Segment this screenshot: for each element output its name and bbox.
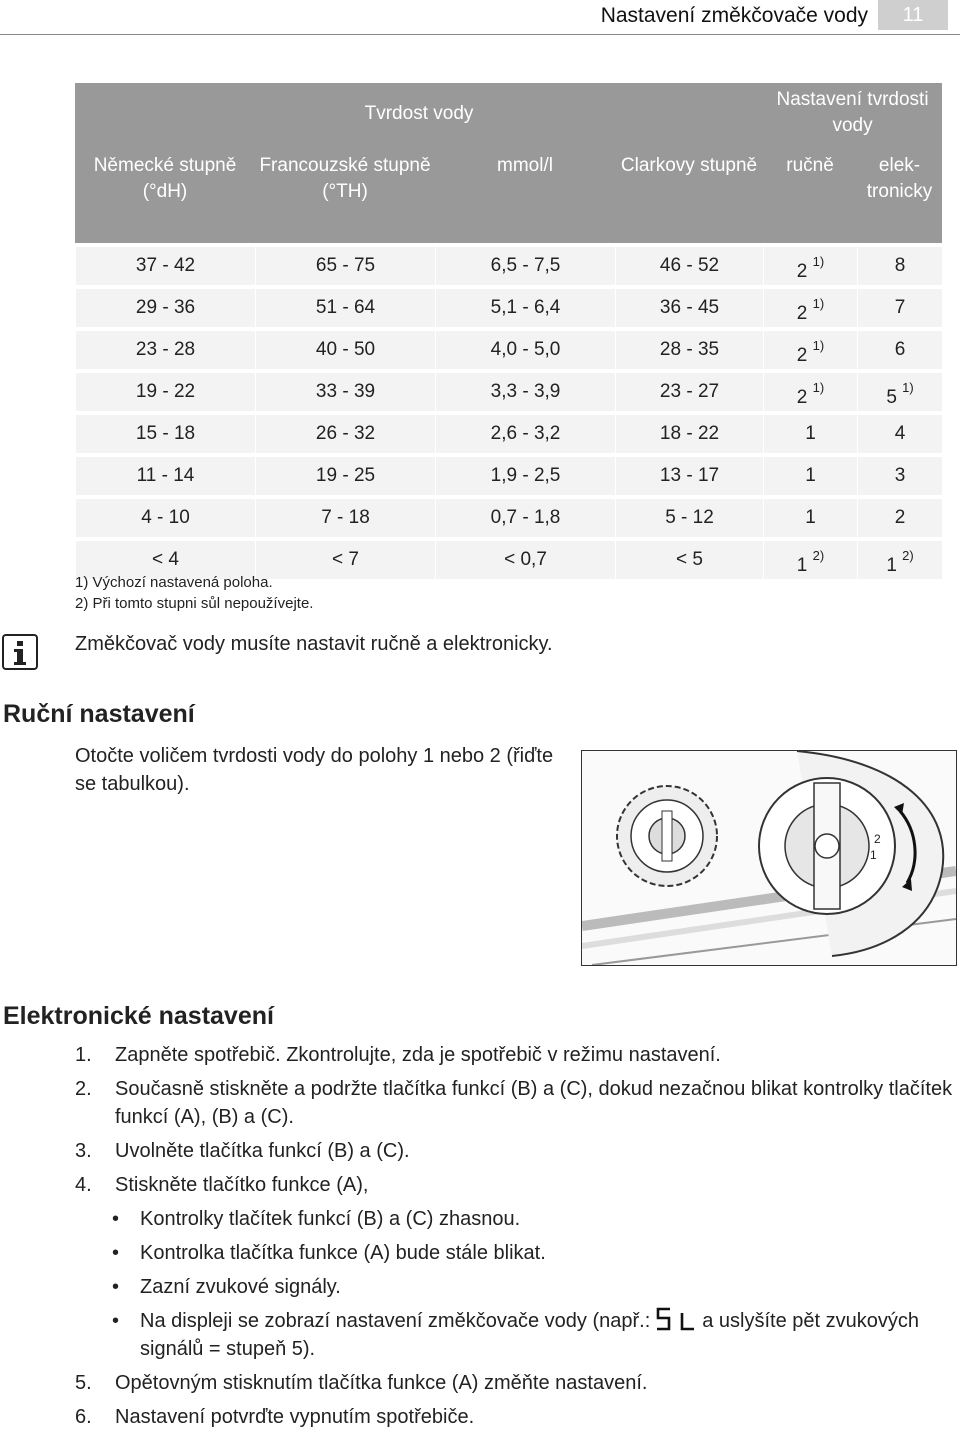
table-cell: 13 - 17 [615, 453, 763, 495]
list-item: 2. Současně stiskněte a podržte tlačítka funkcí (B) a (C), dokud nezačnou blikat kontrolky tlačítek funkcí (A), (B) a (C). [75, 1078, 953, 1128]
list-item: 3. Uvolněte tlačítka funkcí (B) a (C). [75, 1140, 410, 1162]
table-cell: 2 $^{1)}$ [763, 369, 857, 411]
footnote-ref: 1) [812, 295, 825, 311]
footnote-ref: 1) [812, 337, 825, 353]
manual-setting-text: Otočte voličem tvrdosti vody do polohy 1 nebo 2 (řiďte se tabulkou). [75, 745, 554, 795]
table-cell: 8 [857, 243, 942, 285]
table-row [75, 495, 942, 537]
col-header-dh: Německé stupně (°dH) [75, 145, 255, 243]
table-cell: 19 - 25 [255, 453, 435, 495]
table-cell: 1 [763, 453, 857, 495]
table-row [75, 285, 942, 327]
seven-segment-display-icon [654, 1307, 698, 1331]
table-cell: 18 - 22 [615, 411, 763, 453]
col-header-clark: Clarkovy stupně [615, 145, 763, 243]
table-cell: < 5 [615, 537, 763, 579]
footnote-ref: 2) [902, 547, 914, 563]
table-cell: 2 $^{1)}$ [763, 243, 857, 285]
footnote-ref: 2) [812, 547, 825, 563]
info-icon [2, 634, 38, 670]
table-cell: 2 $^{1)}$ [763, 285, 857, 327]
bullet-item: • Kontrolka tlačítka funkce (A) bude stále blikat. [112, 1242, 546, 1264]
table-cell: 3,3 - 3,9 [435, 369, 615, 411]
list-item: 6. Nastavení potvrďte vypnutím spotřebiče. [75, 1406, 475, 1428]
col-header-electronic: elektronicky [857, 145, 942, 243]
table-cell: 2 [857, 495, 942, 537]
table-body [75, 243, 942, 579]
table-cell: < 0,7 [435, 537, 615, 579]
bullet-item: • Kontrolky tlačítek funkcí (B) a (C) zhasnou. [112, 1208, 521, 1230]
table-cell: < 7 [255, 537, 435, 579]
table-cell: 6,5 - 7,5 [435, 243, 615, 285]
table-cell: 29 - 36 [75, 285, 255, 327]
footnote-ref: 1) [902, 379, 914, 395]
table-cell: 1 $^{2)}$ [857, 537, 942, 579]
table-cell: 1 [763, 495, 857, 537]
footnote-ref: 1) [812, 253, 825, 269]
footnote: 2) Při tomto stupni sůl nepoužívejte. [75, 595, 314, 612]
table-cell: 4,0 - 5,0 [435, 327, 615, 369]
dial-drawing [582, 751, 956, 965]
table-cell: 26 - 32 [255, 411, 435, 453]
table-cell: 11 - 14 [75, 453, 255, 495]
table-cell: 4 - 10 [75, 495, 255, 537]
hardness-dial-illustration [581, 750, 957, 966]
table-cell: 4 [857, 411, 942, 453]
table-cell: 7 - 18 [255, 495, 435, 537]
table-cell: 1 [763, 411, 857, 453]
page-number: 11 [878, 0, 948, 30]
table-cell: 2,6 - 3,2 [435, 411, 615, 453]
table-cell: 1 $^{2)}$ [763, 537, 857, 579]
table-cell: 23 - 27 [615, 369, 763, 411]
table-cell: 19 - 22 [75, 369, 255, 411]
table-cell: 6 [857, 327, 942, 369]
table-cell: 7 [857, 285, 942, 327]
col-header-manual: ručně [763, 145, 857, 243]
page-header [0, 0, 960, 35]
dial-label-1: 1 [870, 848, 877, 862]
table-cell: 33 - 39 [255, 369, 435, 411]
table-row [75, 453, 942, 495]
manual-setting-heading: Ruční nastavení [3, 700, 195, 728]
table-cell: 1,9 - 2,5 [435, 453, 615, 495]
table-cell: 0,7 - 1,8 [435, 495, 615, 537]
group-header-setting: Nastavení tvrdosti vody [763, 83, 942, 145]
table-cell: 28 - 35 [615, 327, 763, 369]
table-row [75, 411, 942, 453]
table-cell: 46 - 52 [615, 243, 763, 285]
table-cell: 5,1 - 6,4 [435, 285, 615, 327]
table-row [75, 327, 942, 369]
info-note: Změkčovač vody musíte nastavit ručně a elektronicky. [75, 633, 553, 655]
water-hardness-table [75, 83, 942, 579]
table-cell: 2 $^{1)}$ [763, 327, 857, 369]
col-header-mmol: mmol/l [435, 145, 615, 243]
table-cell: 5 $^{1)}$ [857, 369, 942, 411]
electronic-setting-heading: Elektronické nastavení [3, 1002, 274, 1030]
table-cell: 36 - 45 [615, 285, 763, 327]
table-row [75, 369, 942, 411]
footnote-ref: 1) [812, 379, 825, 395]
list-item: 1. Zapněte spotřebič. Zkontrolujte, zda je spotřebič v režimu nastavení. [75, 1044, 721, 1066]
bullet-item: • Zazní zvukové signály. [112, 1276, 341, 1298]
page-title: Nastavení změkčovače vody [600, 4, 868, 27]
electronic-steps-list [75, 1041, 955, 1437]
group-header-hardness: Tvrdost vody [75, 83, 763, 145]
table-cell: 3 [857, 453, 942, 495]
table-row [75, 243, 942, 285]
table-cell: 37 - 42 [75, 243, 255, 285]
table-cell: 40 - 50 [255, 327, 435, 369]
table-cell: 65 - 75 [255, 243, 435, 285]
table-cell: < 4 [75, 537, 255, 579]
footnote: 1) Výchozí nastavená poloha. [75, 574, 273, 591]
table-cell: 5 - 12 [615, 495, 763, 537]
list-item: 4. Stiskněte tlačítko funkce (A), [75, 1174, 369, 1196]
bullet-item: • Na displeji se zobrazí nastavení změkčovače vody (např.: a uslyšíte pět zvukových signálů = stupeň 5). [75, 1307, 955, 1363]
dial-label-2: 2 [874, 832, 881, 846]
list-item: 5. Opětovným stisknutím tlačítka funkce (A) změňte nastavení. [75, 1372, 648, 1394]
table-footnotes [75, 572, 313, 614]
col-header-th: Francouzské stupně (°TH) [255, 145, 435, 243]
table-cell: 51 - 64 [255, 285, 435, 327]
table-cell: 15 - 18 [75, 411, 255, 453]
table-cell: 23 - 28 [75, 327, 255, 369]
